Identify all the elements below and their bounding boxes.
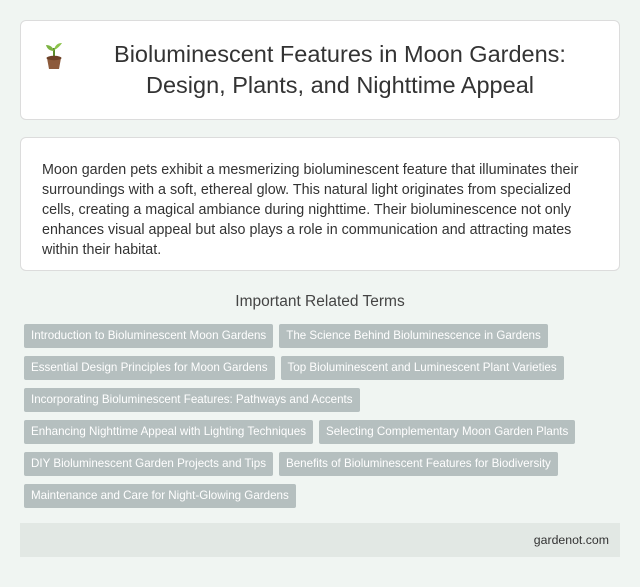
related-term-tag[interactable]: Top Bioluminescent and Luminescent Plant Varieties [281, 356, 564, 380]
related-term-tag[interactable]: Essential Design Principles for Moon Gardens [24, 356, 275, 380]
site-name[interactable]: gardenot.com [533, 533, 609, 547]
description-text: Moon garden pets exhibit a mesmerizing bioluminescent feature that illuminates their surroundings with a soft, ethereal glow. This natural light originates from specialized cells, creating a magical ambiance during nighttime. Their bioluminescence not only enhances visual appeal but also plays a role in communication and attracting mates within their habitat. [42, 162, 579, 258]
related-term-tag[interactable]: Introduction to Bioluminescent Moon Gardens [24, 324, 273, 348]
related-term-tag[interactable]: DIY Bioluminescent Garden Projects and Tips [24, 452, 273, 476]
related-term-tag[interactable]: Incorporating Bioluminescent Features: Pathways and Accents [24, 388, 360, 412]
title-wrap [41, 39, 599, 101]
related-term-tag[interactable]: The Science Behind Bioluminescence in Gardens [279, 324, 548, 348]
related-term-tag[interactable]: Selecting Complementary Moon Garden Plants [319, 420, 575, 444]
related-term-tag[interactable]: Maintenance and Care for Night-Glowing Gardens [24, 484, 296, 508]
related-terms-list [20, 324, 620, 508]
title-card [20, 20, 620, 120]
sprout-icon [41, 41, 67, 71]
description-card [20, 137, 620, 271]
related-term-tag[interactable]: Benefits of Bioluminescent Features for Biodiversity [279, 452, 558, 476]
related-term-tag[interactable]: Enhancing Nighttime Appeal with Lighting Techniques [24, 420, 313, 444]
page-title: Bioluminescent Features in Moon Gardens: Design, Plants, and Nighttime Appeal [114, 41, 566, 98]
footer [20, 523, 620, 557]
related-terms-heading: Important Related Terms [235, 293, 405, 310]
